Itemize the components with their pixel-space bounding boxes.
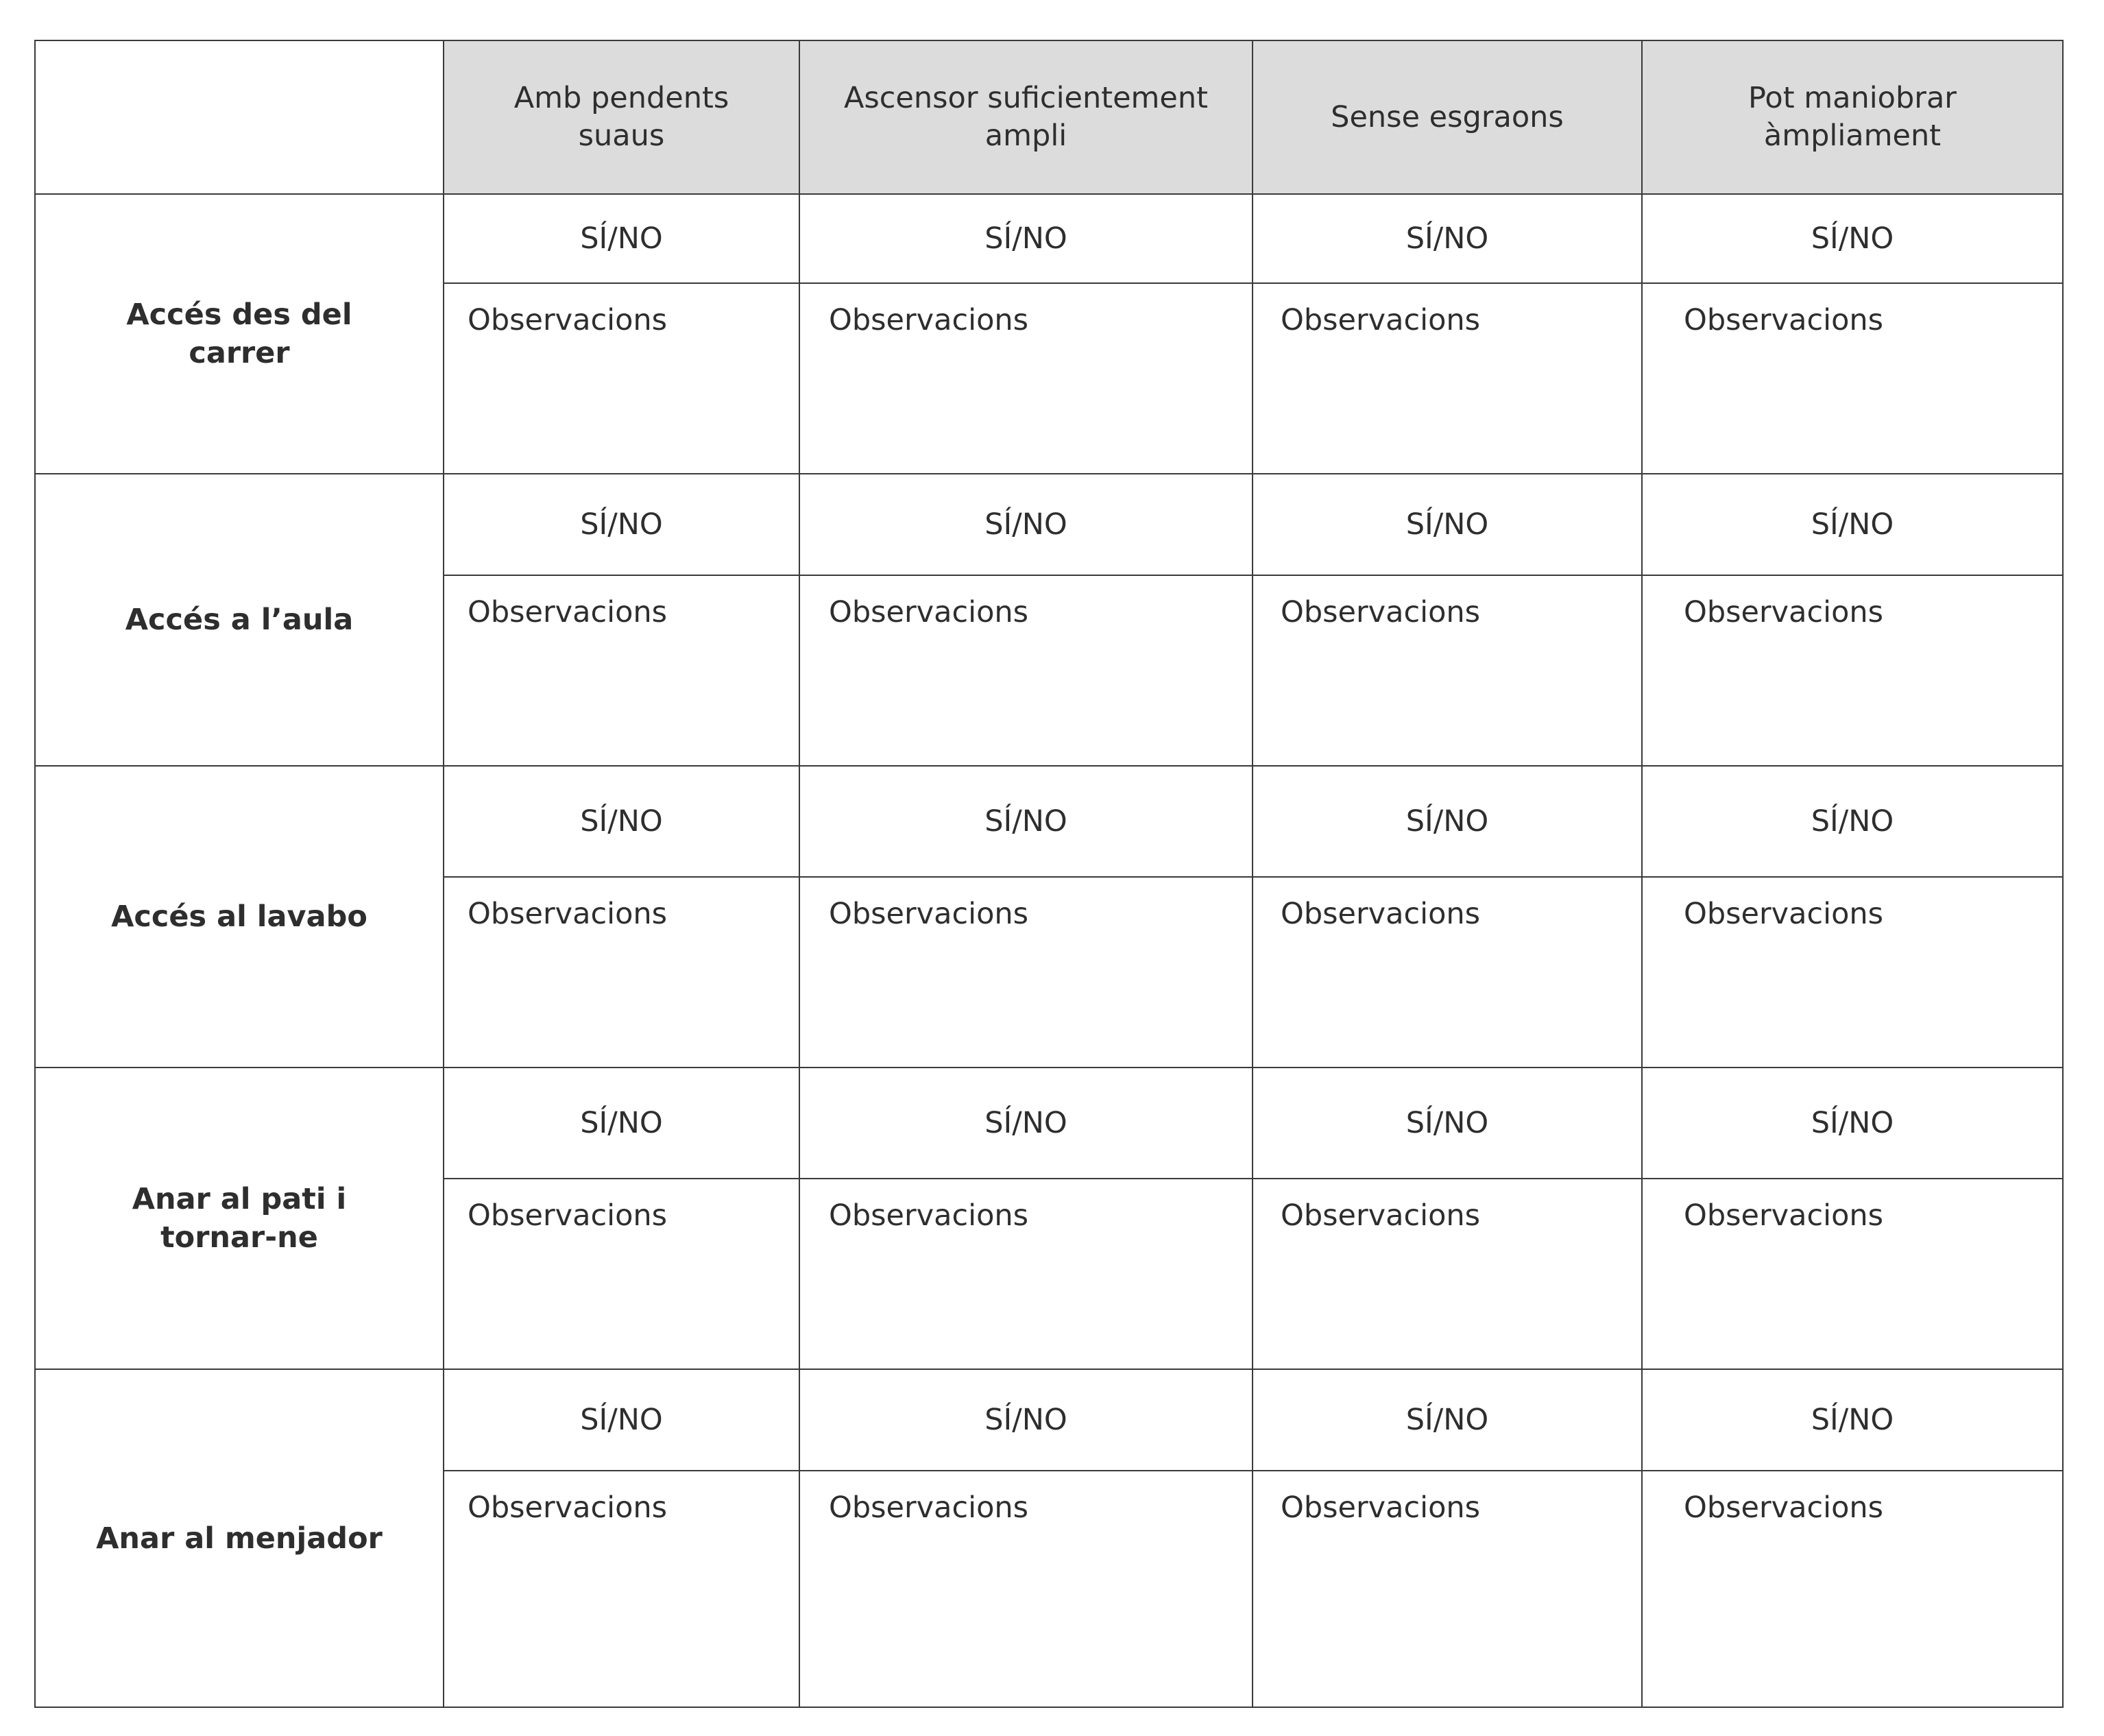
- yes-no-field[interactable]: [1253, 766, 1642, 877]
- observations-label: Observacions: [1281, 303, 1481, 337]
- observations-label: Observacions: [829, 303, 1029, 337]
- yes-no-label: SÍ/NO: [580, 1403, 663, 1437]
- yes-no-label: SÍ/NO: [1405, 507, 1489, 542]
- observations-field[interactable]: [444, 1179, 799, 1369]
- observations-label: Observacions: [468, 1198, 668, 1233]
- yes-no-field[interactable]: [444, 194, 799, 283]
- observations-field[interactable]: [1253, 283, 1642, 474]
- yes-no-field[interactable]: [1642, 1369, 2063, 1471]
- header-row: [35, 40, 2063, 194]
- yes-no-label: SÍ/NO: [1811, 221, 1894, 256]
- column-header-no-steps: Sense esgraons: [1253, 40, 1642, 194]
- observations-field[interactable]: [1253, 1471, 1642, 1707]
- observations-label: Observacions: [1281, 1491, 1481, 1525]
- corner-cell: [35, 40, 444, 194]
- yes-no-field[interactable]: [444, 1369, 799, 1471]
- table-row: [35, 194, 2063, 283]
- observations-label: Observacions: [829, 1491, 1029, 1525]
- yes-no-label: SÍ/NO: [1811, 1403, 1894, 1437]
- yes-no-label: SÍ/NO: [1405, 1106, 1489, 1140]
- yes-no-field[interactable]: [1642, 1068, 2063, 1179]
- row-header-dining-access: [35, 1369, 444, 1707]
- row-label: Anar al pati i tornar-ne: [132, 1182, 347, 1255]
- yes-no-label: SÍ/NO: [1405, 804, 1489, 839]
- observations-field[interactable]: [444, 877, 799, 1068]
- table-row: [35, 474, 2063, 575]
- yes-no-field[interactable]: [799, 194, 1253, 283]
- observations-label: Observacions: [1281, 1198, 1481, 1233]
- yes-no-label: SÍ/NO: [580, 507, 663, 542]
- observations-field[interactable]: [799, 283, 1253, 474]
- observations-label: Observacions: [1281, 595, 1481, 629]
- yes-no-field[interactable]: [799, 1369, 1253, 1471]
- row-label: Accés des del carrer: [126, 298, 352, 370]
- row-label: Anar al menjador: [96, 1521, 383, 1556]
- observations-label: Observacions: [1281, 897, 1481, 931]
- yes-no-label: SÍ/NO: [1811, 804, 1894, 839]
- yes-no-label: SÍ/NO: [984, 507, 1067, 542]
- yes-no-field[interactable]: [1253, 1068, 1642, 1179]
- yes-no-field[interactable]: [1642, 194, 2063, 283]
- observations-field[interactable]: [444, 1471, 799, 1707]
- yes-no-label: SÍ/NO: [1811, 1106, 1894, 1140]
- row-header-classroom-access: [35, 474, 444, 766]
- observations-label: Observacions: [468, 595, 668, 629]
- observations-label: Observacions: [829, 897, 1029, 931]
- yes-no-label: SÍ/NO: [984, 1403, 1067, 1437]
- yes-no-label: SÍ/NO: [1405, 1403, 1489, 1437]
- observations-field[interactable]: [1642, 1179, 2063, 1369]
- observations-label: Observacions: [829, 1198, 1029, 1233]
- yes-no-field[interactable]: [444, 1068, 799, 1179]
- observations-label: Observacions: [468, 303, 668, 337]
- yes-no-label: SÍ/NO: [580, 1106, 663, 1140]
- observations-field[interactable]: [799, 1471, 1253, 1707]
- yes-no-label: SÍ/NO: [1811, 507, 1894, 542]
- yes-no-field[interactable]: [799, 474, 1253, 575]
- row-header-street-access: [35, 194, 444, 474]
- yes-no-label: SÍ/NO: [984, 221, 1067, 256]
- yes-no-field[interactable]: [1253, 474, 1642, 575]
- yes-no-label: SÍ/NO: [984, 804, 1067, 839]
- observations-label: Observacions: [1684, 897, 1884, 931]
- table-row: [35, 1068, 2063, 1179]
- observations-field[interactable]: [444, 283, 799, 474]
- table-body: [35, 194, 2063, 1707]
- row-label: Accés a l’aula: [125, 603, 354, 637]
- table-row: [35, 1369, 2063, 1471]
- observations-field[interactable]: [1253, 575, 1642, 766]
- yes-no-field[interactable]: [1642, 766, 2063, 877]
- yes-no-label: SÍ/NO: [580, 804, 663, 839]
- observations-field[interactable]: [799, 1179, 1253, 1369]
- yes-no-field[interactable]: [1253, 1369, 1642, 1471]
- yes-no-field[interactable]: [444, 766, 799, 877]
- observations-field[interactable]: [799, 877, 1253, 1068]
- observations-label: Observacions: [1684, 1198, 1884, 1233]
- observations-field[interactable]: [1642, 575, 2063, 766]
- observations-field[interactable]: [1642, 877, 2063, 1068]
- observations-field[interactable]: [799, 575, 1253, 766]
- accessibility-checklist-table: [34, 40, 2064, 1708]
- row-header-toilet-access: [35, 766, 444, 1068]
- observations-label: Observacions: [829, 595, 1029, 629]
- yes-no-field[interactable]: [799, 766, 1253, 877]
- row-header-playground-access: [35, 1068, 444, 1369]
- yes-no-label: SÍ/NO: [984, 1106, 1067, 1140]
- table-row: [35, 766, 2063, 877]
- row-label: Accés al lavabo: [111, 900, 367, 934]
- observations-field[interactable]: [444, 575, 799, 766]
- yes-no-field[interactable]: [799, 1068, 1253, 1179]
- observations-label: Observacions: [1684, 1491, 1884, 1525]
- observations-field[interactable]: [1253, 877, 1642, 1068]
- observations-field[interactable]: [1642, 283, 2063, 474]
- observations-label: Observacions: [468, 1491, 668, 1525]
- yes-no-label: SÍ/NO: [580, 221, 663, 256]
- observations-label: Observacions: [468, 897, 668, 931]
- observations-label: Observacions: [1684, 303, 1884, 337]
- yes-no-field[interactable]: [444, 474, 799, 575]
- yes-no-label: SÍ/NO: [1405, 221, 1489, 256]
- yes-no-field[interactable]: [1253, 194, 1642, 283]
- observations-field[interactable]: [1253, 1179, 1642, 1369]
- yes-no-field[interactable]: [1642, 474, 2063, 575]
- observations-field[interactable]: [1642, 1471, 2063, 1707]
- column-header-maneuver-space: Pot maniobrar àmpliament: [1642, 40, 2063, 194]
- observations-label: Observacions: [1684, 595, 1884, 629]
- column-header-wide-elevator: Ascensor suficientement ampli: [799, 40, 1253, 194]
- column-header-gentle-slopes: Amb pendents suaus: [444, 40, 799, 194]
